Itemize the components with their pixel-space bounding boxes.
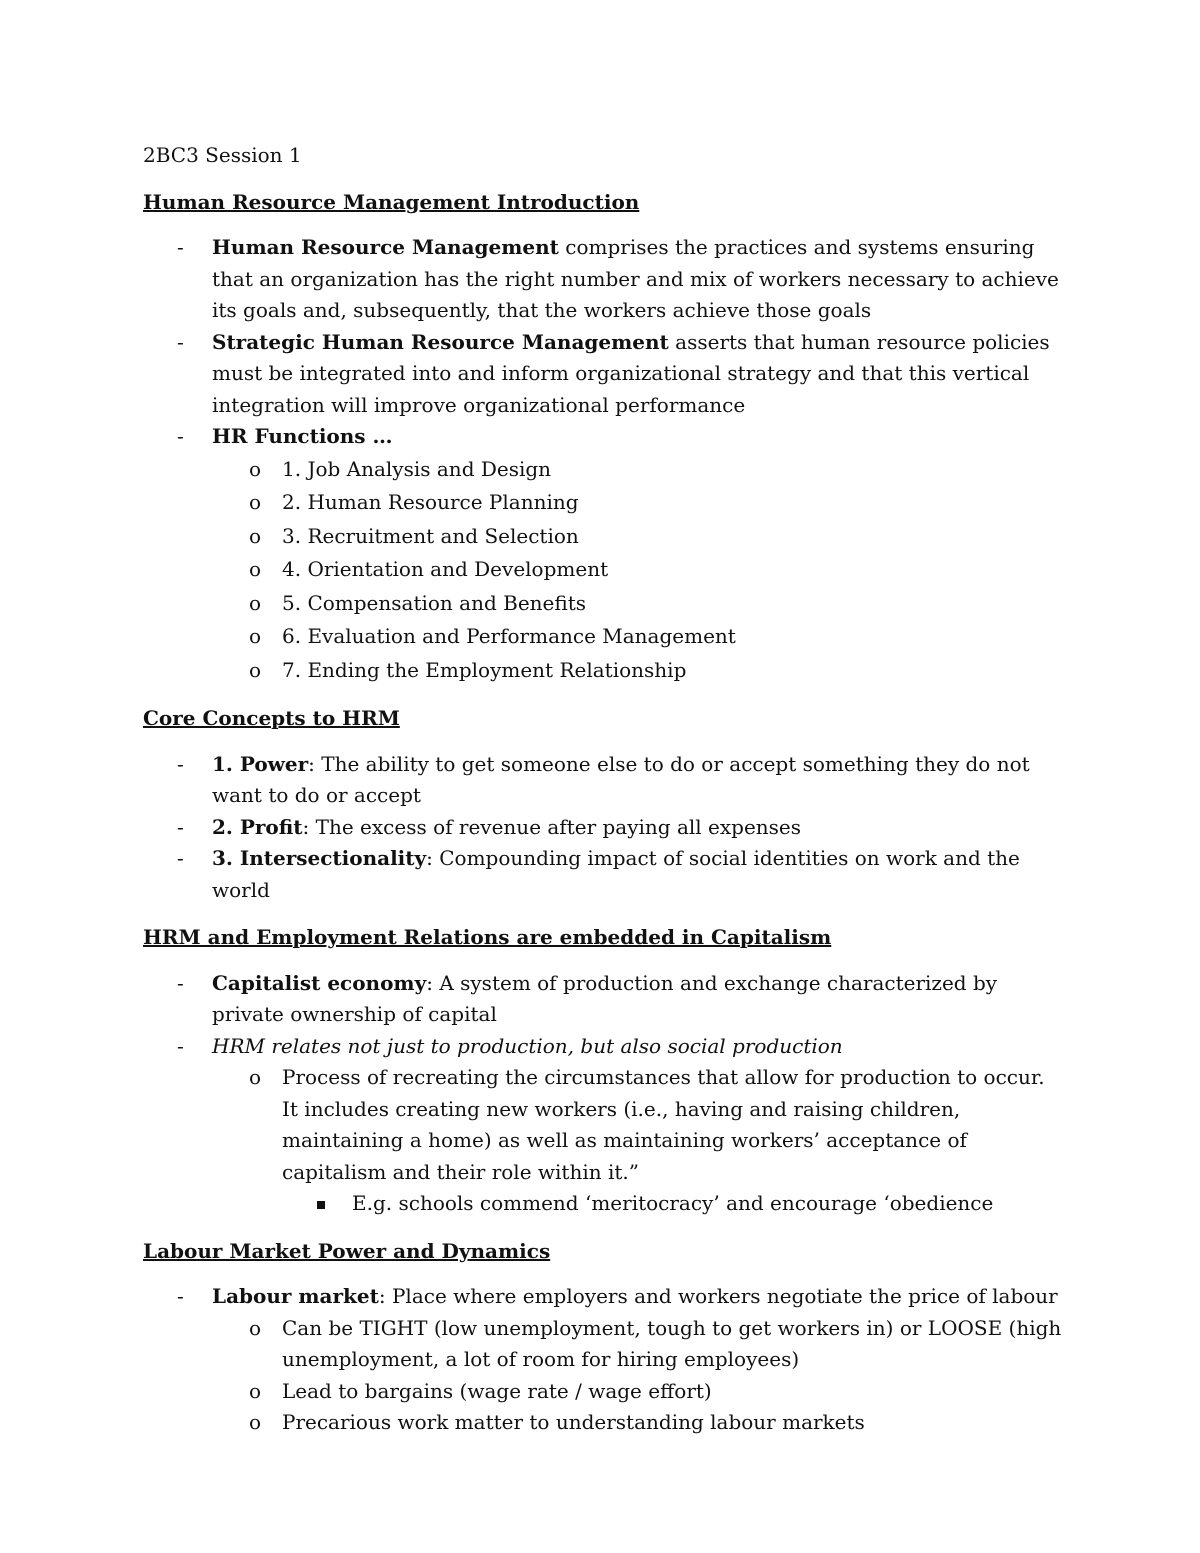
session-title: 2BC3 Session 1 bbox=[143, 143, 302, 167]
section-heading-capitalism: HRM and Employment Relations are embedded in Capitalism bbox=[143, 925, 832, 949]
list-item bbox=[249, 654, 1063, 688]
definition-capitalist-economy: : A system of production and exchange characterized by private ownership of capital bbox=[212, 970, 998, 1026]
dash-bullet: - bbox=[177, 846, 184, 870]
hr-function-item: 6. Evaluation and Performance Management bbox=[282, 624, 736, 648]
hr-function-item: 7. Ending the Employment Relationship bbox=[282, 657, 687, 682]
hr-function-item: 3. Recruitment and Selection bbox=[282, 523, 579, 548]
term-profit: 2. Profit bbox=[212, 814, 303, 839]
term-intersectionality: 3. Intersectionality bbox=[212, 846, 427, 870]
hr-functions-list bbox=[212, 453, 1063, 688]
definition-labour-market: : Place where employers and workers negotiate the price of labour bbox=[378, 1284, 1058, 1308]
dash-bullet: - bbox=[177, 1033, 184, 1058]
dash-bullet: - bbox=[177, 329, 184, 354]
circle-bullet: o bbox=[249, 557, 262, 581]
definition-intersectionality: : Compounding impact of social identities on work and the world bbox=[212, 846, 1020, 902]
list-item bbox=[249, 587, 1063, 621]
list-item bbox=[249, 486, 1063, 520]
hr-function-item: 1. Job Analysis and Design bbox=[282, 456, 552, 481]
list-item bbox=[177, 1031, 1063, 1220]
labour-market-point: Can be TIGHT (low unemployment, tough to get workers in) or LOOSE (high unemployment, a lot of room for hiring employees) bbox=[282, 1315, 1062, 1371]
list-item bbox=[352, 1188, 1063, 1220]
dash-bullet: - bbox=[177, 814, 184, 839]
list-item bbox=[177, 232, 1063, 327]
social-production-sublist bbox=[212, 1062, 1063, 1220]
circle-bullet: o bbox=[249, 590, 262, 615]
list-item bbox=[249, 1407, 1063, 1439]
social-production-note: HRM relates not just to production, but also social production bbox=[212, 1033, 843, 1058]
labour-market-list bbox=[143, 1281, 1063, 1439]
labour-market-point: Lead to bargains (wage rate / wage effort) bbox=[282, 1378, 712, 1403]
example-list bbox=[282, 1188, 1063, 1220]
term-hr-functions: HR Functions … bbox=[212, 424, 393, 448]
circle-bullet: o bbox=[249, 1378, 262, 1403]
definition-shrm: asserts that human resource policies must be integrated into and inform organizational strategy and that this vertical integration will improve organizational performance bbox=[212, 329, 1050, 417]
section-heading-labour-market: Labour Market Power and Dynamics bbox=[143, 1238, 551, 1263]
circle-bullet: o bbox=[249, 490, 262, 514]
circle-bullet: o bbox=[249, 657, 262, 682]
circle-bullet: o bbox=[249, 624, 262, 648]
labour-market-sublist bbox=[212, 1313, 1063, 1439]
circle-bullet: o bbox=[249, 523, 262, 548]
term-hrm: Human Resource Management bbox=[212, 235, 559, 259]
hrm-intro-list bbox=[143, 232, 1063, 687]
document-page bbox=[143, 140, 1063, 1439]
dash-bullet: - bbox=[177, 424, 184, 448]
labour-market-point: Precarious work matter to understanding labour markets bbox=[282, 1410, 865, 1434]
list-item bbox=[177, 327, 1063, 422]
list-item bbox=[177, 1281, 1063, 1439]
dash-bullet: - bbox=[177, 970, 184, 995]
list-item bbox=[249, 520, 1063, 554]
social-production-detail: Process of recreating the circumstances that allow for production to occur. It includes creating new workers (i.e., having and raising children, maintaining a home) as well as maintaining workers’ acceptance of capitalism and their role within it.” bbox=[282, 1065, 1045, 1184]
term-shrm: Strategic Human Resource Management bbox=[212, 329, 669, 354]
list-item bbox=[249, 620, 1063, 654]
definition-hrm: comprises the practices and systems ensuring that an organization has the right number and mix of workers necessary to achieve its goals and, subsequently, that the workers achieve those goals bbox=[212, 235, 1059, 322]
list-item bbox=[249, 1313, 1063, 1376]
circle-bullet: o bbox=[249, 456, 262, 481]
circle-bullet: o bbox=[249, 1315, 262, 1340]
list-item bbox=[177, 843, 1063, 906]
list-item bbox=[249, 553, 1063, 587]
section-heading-core-concepts: Core Concepts to HRM bbox=[143, 706, 400, 730]
dash-bullet: - bbox=[177, 1284, 184, 1308]
section-heading-hrm-intro: Human Resource Management Introduction bbox=[143, 189, 640, 214]
square-bullet bbox=[317, 1201, 325, 1209]
definition-power: : The ability to get someone else to do or accept something they do not want to do or accept bbox=[212, 751, 1030, 807]
term-capitalist-economy: Capitalist economy bbox=[212, 970, 427, 995]
capitalism-list bbox=[143, 968, 1063, 1220]
example-text: E.g. schools commend ‘meritocracy’ and encourage ‘obedience bbox=[352, 1191, 994, 1215]
list-item bbox=[249, 1376, 1063, 1408]
circle-bullet: o bbox=[249, 1410, 262, 1434]
circle-bullet: o bbox=[249, 1065, 262, 1089]
term-power: 1. Power bbox=[212, 751, 309, 776]
term-labour-market: Labour market bbox=[212, 1284, 379, 1308]
dash-bullet: - bbox=[177, 235, 184, 259]
list-item bbox=[177, 749, 1063, 812]
hr-function-item: 5. Compensation and Benefits bbox=[282, 590, 587, 615]
core-concepts-list bbox=[143, 749, 1063, 907]
list-item bbox=[249, 453, 1063, 487]
hr-function-item: 2. Human Resource Planning bbox=[282, 490, 579, 514]
definition-profit: : The excess of revenue after paying all expenses bbox=[302, 814, 802, 839]
dash-bullet: - bbox=[177, 751, 184, 776]
list-item bbox=[177, 421, 1063, 687]
list-item bbox=[177, 812, 1063, 844]
hr-function-item: 4. Orientation and Development bbox=[282, 557, 609, 581]
list-item bbox=[177, 968, 1063, 1031]
list-item bbox=[249, 1062, 1063, 1220]
